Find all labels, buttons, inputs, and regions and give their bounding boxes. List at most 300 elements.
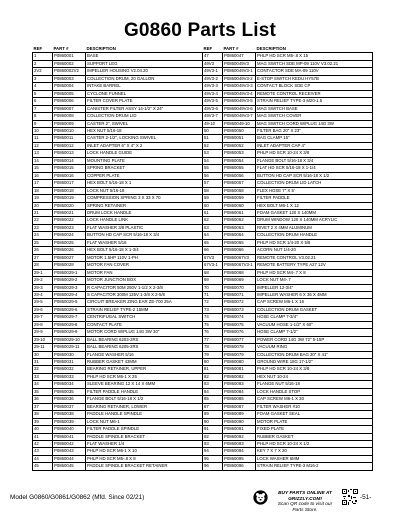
ref-cell: 29-6 (33, 306, 53, 313)
description-header: DESCRIPTION (86, 46, 203, 53)
description-cell: DRUM WINDOW 120 X 140MM ACRYLIC (256, 217, 373, 224)
parts-row (33, 299, 203, 306)
parts-row (33, 68, 203, 75)
part-number-cell: P0860059 (223, 195, 256, 202)
parts-row (203, 448, 373, 455)
ref-cell: 95 (203, 455, 223, 462)
part-number-cell: P0860066 (223, 247, 256, 254)
ref-cell: 93 (203, 441, 223, 448)
description-cell: COLLECTION DRUM BAG 30" X 41" (256, 351, 373, 358)
description-cell: RIVET 2 X 4MM ALUMINUM (256, 224, 373, 231)
parts-row (203, 329, 373, 336)
part-number-cell: P0860068 (223, 269, 256, 276)
parts-row (203, 209, 373, 216)
ref-cell: 50 (203, 127, 223, 134)
description-cell: CONTACT BLOCK SDE CP (256, 83, 373, 90)
ref-header: REF (203, 46, 223, 53)
description-cell: MOTOR FAN (86, 269, 203, 276)
description-cell: COLLECTION DRUM LID (86, 113, 203, 120)
description-cell: FILTER COVER PLATE (86, 98, 203, 105)
part-header: PART # (223, 46, 256, 53)
ref-cell: 83 (203, 381, 223, 388)
ref-cell: 61 (203, 209, 223, 216)
ref-cell: 49V3-5 (203, 98, 223, 105)
part-number-cell: P0860049V3-4 (223, 90, 256, 97)
parts-row (33, 329, 203, 336)
description-cell: PHLP HD SCR M4-.7 X 8 (256, 269, 373, 276)
parts-row (203, 187, 373, 194)
part-number-cell: P0860006 (53, 98, 86, 105)
part-number-cell: P0860049V3-1 (223, 68, 256, 75)
parts-row (203, 344, 373, 351)
part-number-cell: P0860081 (223, 366, 256, 373)
parts-row (203, 247, 373, 254)
description-cell: PADDLE HANDLE SPINDLE (86, 411, 203, 418)
parts-row (203, 359, 373, 366)
part-number-cell: P0860042 (53, 441, 86, 448)
ref-cell: 67V3-1 (203, 262, 223, 269)
description-cell: CYCLONE FUNNEL (86, 90, 203, 97)
description-cell: HEX BOLT 5/16-18 X 1-3/4 (86, 247, 203, 254)
description-cell: BEARING RETAINER, UPPER (86, 366, 203, 373)
description-cell: INLET ADAPTER CAP 4" (256, 142, 373, 149)
ref-cell: 3 (33, 75, 53, 82)
description-cell: BALL BEARING 6203-2RS (86, 336, 203, 343)
description-cell: PHLP HD SCR 1/4-20 X 5/8 (256, 239, 373, 246)
part-number-cell: P0860050 (223, 127, 256, 134)
parts-row (203, 135, 373, 142)
ref-cell: 5 (33, 90, 53, 97)
ref-cell: 40 (33, 426, 53, 433)
part-number-cell: P0860036 (53, 396, 86, 403)
parts-row (33, 418, 203, 425)
description-cell: BEARING RETAINER, LOWER (86, 403, 203, 410)
parts-row (33, 172, 203, 179)
part-number-cell: P0860037 (53, 403, 86, 410)
ref-cell: 79 (203, 351, 223, 358)
part-number-cell: P0860039 (53, 418, 86, 425)
ref-cell: 71 (203, 291, 223, 298)
parts-row (203, 217, 373, 224)
parts-row (33, 165, 203, 172)
parts-row (203, 262, 373, 269)
part-number-cell: P0860015 (53, 165, 86, 172)
part-number-cell: P0860044 (53, 455, 86, 462)
parts-row (203, 284, 373, 291)
page-number: -51- (360, 494, 372, 501)
ref-cell: 52 (203, 142, 223, 149)
ref-cell: 29-5 (33, 299, 53, 306)
parts-row (33, 321, 203, 328)
qr-code (342, 489, 358, 505)
part-number-cell: P0860004 (53, 83, 86, 90)
parts-row (203, 277, 373, 284)
part-number-cell: P0860062 (223, 217, 256, 224)
parts-row (203, 291, 373, 298)
part-number-cell: P0860029-11 (53, 344, 86, 351)
ref-cell: 12 (33, 142, 53, 149)
description-cell: LOCK WASHER 6MM (256, 455, 373, 462)
parts-row (203, 98, 373, 105)
ref-cell: 22 (33, 217, 53, 224)
parts-row (33, 195, 203, 202)
parts-row (203, 60, 373, 67)
description-cell: COPPER PLATE (86, 172, 203, 179)
ref-cell: 29-10 (33, 336, 53, 343)
part-number-cell: P0860087 (223, 403, 256, 410)
header-row (203, 46, 373, 53)
part-number-cell: P0860029-4 (53, 291, 86, 298)
parts-row (203, 172, 373, 179)
part-number-cell: P0860002V2 (53, 68, 86, 75)
part-number-cell: P0860021 (53, 209, 86, 216)
description-cell: REMOTE BATTERY TYPE A27 12V (256, 262, 373, 269)
description-cell: FLANGE BOLT 5/16-18 X 1/2 (86, 396, 203, 403)
part-number-cell: P0860089 (223, 411, 256, 418)
ref-cell: 16 (33, 172, 53, 179)
part-number-cell: P0860071 (223, 291, 256, 298)
parts-row (33, 277, 203, 284)
parts-row (33, 254, 203, 261)
part-number-cell: P0860029-1 (53, 269, 86, 276)
description-cell: POWER CORD 14G 3W 72" 5-15P (256, 336, 373, 343)
parts-row (203, 351, 373, 358)
part-number-cell: P0860035 (53, 388, 86, 395)
ref-cell: 96 (203, 463, 223, 470)
part-number-cell: P0860056 (223, 172, 256, 179)
description-cell: HEX BOLT 5/16-18 X 1 (86, 180, 203, 187)
part-number-cell: P0860049V3-6 (223, 105, 256, 112)
ref-cell: 65 (203, 239, 223, 246)
description-cell: ACORN NUT 1/4-20 (256, 247, 373, 254)
parts-row (203, 195, 373, 202)
part-number-cell: P0860014 (53, 157, 86, 164)
description-cell: COLLECTION DRUM LID LATCH (256, 180, 373, 187)
ref-cell: 62 (203, 217, 223, 224)
parts-row (203, 180, 373, 187)
part-number-cell: P0860078 (223, 344, 256, 351)
part-number-cell: P0860038 (53, 411, 86, 418)
part-header: PART # (53, 46, 86, 53)
ref-cell: 33 (33, 373, 53, 380)
part-number-cell: P0860005 (53, 90, 86, 97)
description-cell: STRAIN RELIEF TYPE-3 M20-1.5 (256, 98, 373, 105)
description-cell: FLAT HD SCR 5/16-18 X 1-1/4 (256, 165, 373, 172)
part-number-cell: P0860029-8 (53, 321, 86, 328)
description-cell: REMOTE CONTROL RECEIVER (256, 90, 373, 97)
ref-cell: 73 (203, 306, 223, 313)
ref-cell: 18 (33, 187, 53, 194)
ref-cell: 29-1 (33, 269, 53, 276)
ref-cell: 77 (203, 336, 223, 343)
ref-cell: 92 (203, 433, 223, 440)
parts-row (33, 359, 203, 366)
description-cell: IMPELLER WASHER 6 X 36 X 4MM (256, 291, 373, 298)
parts-row (33, 127, 203, 134)
description-cell: MOTOR FAN COVER (86, 262, 203, 269)
description-cell: HOSE CLAMP 7-1/2" (256, 329, 373, 336)
ref-cell: 21 (33, 209, 53, 216)
description-cell: MOUNTING PLATE (86, 157, 203, 164)
ref-cell: 59 (203, 195, 223, 202)
ref-cell: 49V3-1 (203, 68, 223, 75)
parts-row (203, 254, 373, 261)
ref-cell: 67V3 (203, 254, 223, 261)
parts-row (203, 150, 373, 157)
part-number-cell: P0860085 (223, 396, 256, 403)
parts-row (203, 299, 373, 306)
ref-cell: 2 (33, 60, 53, 67)
ref-cell: 29-7 (33, 314, 53, 321)
description-cell: LOCK HANDLE GUIDE (86, 150, 203, 157)
parts-row (203, 403, 373, 410)
ref-cell: 2V2 (33, 68, 53, 75)
description-cell: CASTER 2", SWIVEL (86, 120, 203, 127)
parts-row (33, 180, 203, 187)
description-cell: FLEX HOSE 7" X 5' (256, 187, 373, 194)
ref-cell: 9 (33, 120, 53, 127)
parts-table-right (202, 46, 373, 471)
parts-row (33, 75, 203, 82)
ref-cell: 43 (33, 448, 53, 455)
ref-cell: 10 (33, 127, 53, 134)
parts-row (33, 247, 203, 254)
parts-row (33, 314, 203, 321)
parts-row (203, 90, 373, 97)
description-cell: MOTOR PLATE (256, 418, 373, 425)
description-cell: REMOTE CONTROL V3.02.21 (256, 254, 373, 261)
description-cell: COMPRESSION SPRING 3 X 33 X 70 (86, 195, 203, 202)
description-cell: BUTTON HD CAP SCR 5/16-18 X 1/2 (256, 172, 373, 179)
part-number-cell: P0860095 (223, 455, 256, 462)
parts-row (33, 284, 203, 291)
ref-cell: 29-8 (33, 321, 53, 328)
ref-cell: 49V3-6 (203, 105, 223, 112)
part-number-cell: P0860067V3-1 (223, 262, 256, 269)
part-number-cell: P0860077 (223, 336, 256, 343)
ref-cell: 42 (33, 441, 53, 448)
ref-cell: 54 (203, 157, 223, 164)
ref-cell: 14 (33, 157, 53, 164)
parts-row (33, 53, 203, 60)
part-number-cell: P0860012 (53, 142, 86, 149)
parts-row (33, 411, 203, 418)
parts-row (203, 455, 373, 462)
parts-row (203, 426, 373, 433)
description-cell: SPRING BRACKET (86, 165, 203, 172)
description-cell: FILTER WASHER #10 (256, 403, 373, 410)
header-row (33, 46, 203, 53)
parts-row (203, 314, 373, 321)
part-number-cell: P0860029-7 (53, 314, 86, 321)
description-cell: FIXED PLATE (256, 426, 373, 433)
part-number-cell: P0860054 (223, 157, 256, 164)
description-cell: FLAT WASHER 5/16 (86, 239, 203, 246)
description-cell: LOCK NUT M4-.7 (256, 277, 373, 284)
model-label: Model G0860/G0861/G0862 (Mfd. Since 02/21) (10, 494, 145, 501)
ref-cell: 15 (33, 165, 53, 172)
description-cell: MOTOR JUNCTION BOX (86, 277, 203, 284)
buy-parts-online (272, 491, 338, 513)
parts-row (33, 396, 203, 403)
part-number-cell: P0860082 (223, 373, 256, 380)
part-number-cell: P0860049V3-3 (223, 83, 256, 90)
part-number-cell: P0860034 (53, 381, 86, 388)
description-cell: SUPPORT LEG (86, 60, 203, 67)
description-cell: PHLP HD SCR 10-24 X 3/8 (256, 366, 373, 373)
ref-cell: 49-10 (203, 120, 223, 127)
part-number-cell: P0860022 (53, 217, 86, 224)
description-cell: CAP SCREW M6-1 X 16 (256, 299, 373, 306)
parts-row (33, 224, 203, 231)
parts-row (33, 351, 203, 358)
description-cell: PHLP HD SCR M5-.8 X 15 (256, 53, 373, 60)
parts-row (203, 75, 373, 82)
description-cell: BAG CLAMP 15" (256, 135, 373, 142)
description-cell: FILTER PADDLE SPINDLE (86, 426, 203, 433)
ref-cell: 81 (203, 366, 223, 373)
ref-cell: 49V3-2 (203, 75, 223, 82)
parts-row (33, 306, 203, 313)
ref-cell: 29-11 (33, 344, 53, 351)
part-number-cell: P0860031 (53, 359, 86, 366)
ref-cell: 85 (203, 396, 223, 403)
description-header: DESCRIPTION (256, 46, 373, 53)
parts-row (33, 441, 203, 448)
part-number-cell: P0860028 (53, 262, 86, 269)
part-number-cell: P0860029-5 (53, 299, 86, 306)
ref-cell: 36 (33, 396, 53, 403)
description-cell: LOCK HANDLE LINK (86, 217, 203, 224)
parts-row (33, 433, 203, 440)
description-cell: MAG SWITCH SDE MP-09 110V V3.02.21 (256, 60, 373, 67)
ref-cell: 49V3-4 (203, 90, 223, 97)
description-cell: PADDLE SPINDLE BRACKET (86, 433, 203, 440)
description-cell: INTAKE BARREL (86, 83, 203, 90)
description-cell: LOCK NUT 5/16-18 (86, 187, 203, 194)
part-number-cell: P0860092 (223, 433, 256, 440)
parts-row (203, 165, 373, 172)
ref-cell: 17 (33, 180, 53, 187)
part-number-cell: P0860003 (53, 75, 86, 82)
part-number-cell: P0860040 (53, 426, 86, 433)
parts-row (203, 113, 373, 120)
parts-row (203, 388, 373, 395)
description-cell: PHLP HD SCR 10-24 X 1/2 (256, 441, 373, 448)
part-number-cell: P0860016 (53, 172, 86, 179)
parts-row (33, 239, 203, 246)
ref-cell: 6 (33, 98, 53, 105)
ref-cell: 51 (203, 135, 223, 142)
ref-cell: 75 (203, 321, 223, 328)
description-cell: IMPELLER 12-3/4" (256, 284, 373, 291)
ref-cell: 63 (203, 224, 223, 231)
part-number-cell: P0860027 (53, 254, 86, 261)
part-number-cell: P0860091 (223, 426, 256, 433)
description-cell: VACUUM RING (256, 344, 373, 351)
description-cell: COLLECTION DRUM HANDLE (256, 232, 373, 239)
part-number-cell: P0860093 (223, 441, 256, 448)
part-number-cell: P0860047 (223, 53, 256, 60)
parts-row (203, 463, 373, 470)
description-cell: STRAIN RELIEF TYPE-3 M16-2 (256, 463, 373, 470)
ref-cell: 38 (33, 411, 53, 418)
description-cell: FLANGE BOLT 5/16-18 X 3/4 (256, 157, 373, 164)
part-number-cell: P0860079 (223, 351, 256, 358)
description-cell: HEX NUT 10-24 (256, 373, 373, 380)
ref-cell: 20 (33, 202, 53, 209)
parts-row (203, 239, 373, 246)
ref-cell: 35 (33, 388, 53, 395)
ref-cell: 56 (203, 172, 223, 179)
parts-row (33, 291, 203, 298)
part-number-cell: P0860029-9 (53, 329, 86, 336)
description-cell: CASTER 2-1/2", LOCKING SWIVEL (86, 135, 203, 142)
part-number-cell: P0860075 (223, 321, 256, 328)
ref-cell: 44 (33, 455, 53, 462)
ref-cell: 25 (33, 239, 53, 246)
parts-row (203, 68, 373, 75)
ref-cell: 29-3 (33, 284, 53, 291)
part-number-cell: P0860060 (223, 202, 256, 209)
description-cell: LOCK NUT M6-1 (86, 418, 203, 425)
description-cell: FILTER PADDLE (256, 195, 373, 202)
description-cell: FILTER BAG 20" X 23" (256, 127, 373, 134)
ref-cell: 4 (33, 83, 53, 90)
description-cell: FLANGE WASHER 5/16 (86, 351, 203, 358)
ref-cell: 49V3 (203, 60, 223, 67)
description-cell: HOSE CLAMP 7-3/4" (256, 314, 373, 321)
part-number-cell: P0860025 (53, 239, 86, 246)
part-number-cell: P0860033 (53, 373, 86, 380)
parts-row (33, 366, 203, 373)
part-number-cell: P0860026 (53, 247, 86, 254)
description-cell: VACUUM HOSE 1-1/2" X 60" (256, 321, 373, 328)
part-number-cell: P0860090 (223, 418, 256, 425)
ref-cell: 28 (33, 262, 53, 269)
ref-cell: 60 (203, 202, 223, 209)
parts-row (33, 98, 203, 105)
part-number-cell: P0860049V3-2 (223, 75, 256, 82)
part-number-cell: P0860094 (223, 448, 256, 455)
part-number-cell: P0860045 (53, 463, 86, 470)
description-cell: BASE (86, 53, 203, 60)
parts-row (33, 463, 203, 470)
description-cell: PHLP HD SCR M6-1 X 10 (86, 448, 203, 455)
parts-row (203, 224, 373, 231)
description-cell: FILTER PADDLE HANDLE (86, 388, 203, 395)
part-number-cell: P0860083 (223, 381, 256, 388)
page-footer (0, 488, 400, 513)
parts-row (203, 366, 373, 373)
ref-cell: 90 (203, 418, 223, 425)
ref-cell: 68 (203, 269, 223, 276)
part-number-cell: P0860030 (53, 351, 86, 358)
part-number-cell: P0860058 (223, 187, 256, 194)
part-number-cell: P0860051 (223, 135, 256, 142)
parts-row (33, 217, 203, 224)
description-cell: CIRCUIT BREAKER ZING EAR ZE-700 25A (86, 299, 203, 306)
part-number-cell: P0860067V3 (223, 254, 256, 261)
parts-row (203, 321, 373, 328)
parts-row (203, 396, 373, 403)
part-number-cell: P0860073 (223, 306, 256, 313)
description-cell: PHLP HD SCR M5-.8 X 8 (86, 455, 203, 462)
part-number-cell: P0860029-2 (53, 277, 86, 284)
ref-cell: 29-9 (33, 329, 53, 336)
parts-row (203, 157, 373, 164)
parts-row (33, 209, 203, 216)
